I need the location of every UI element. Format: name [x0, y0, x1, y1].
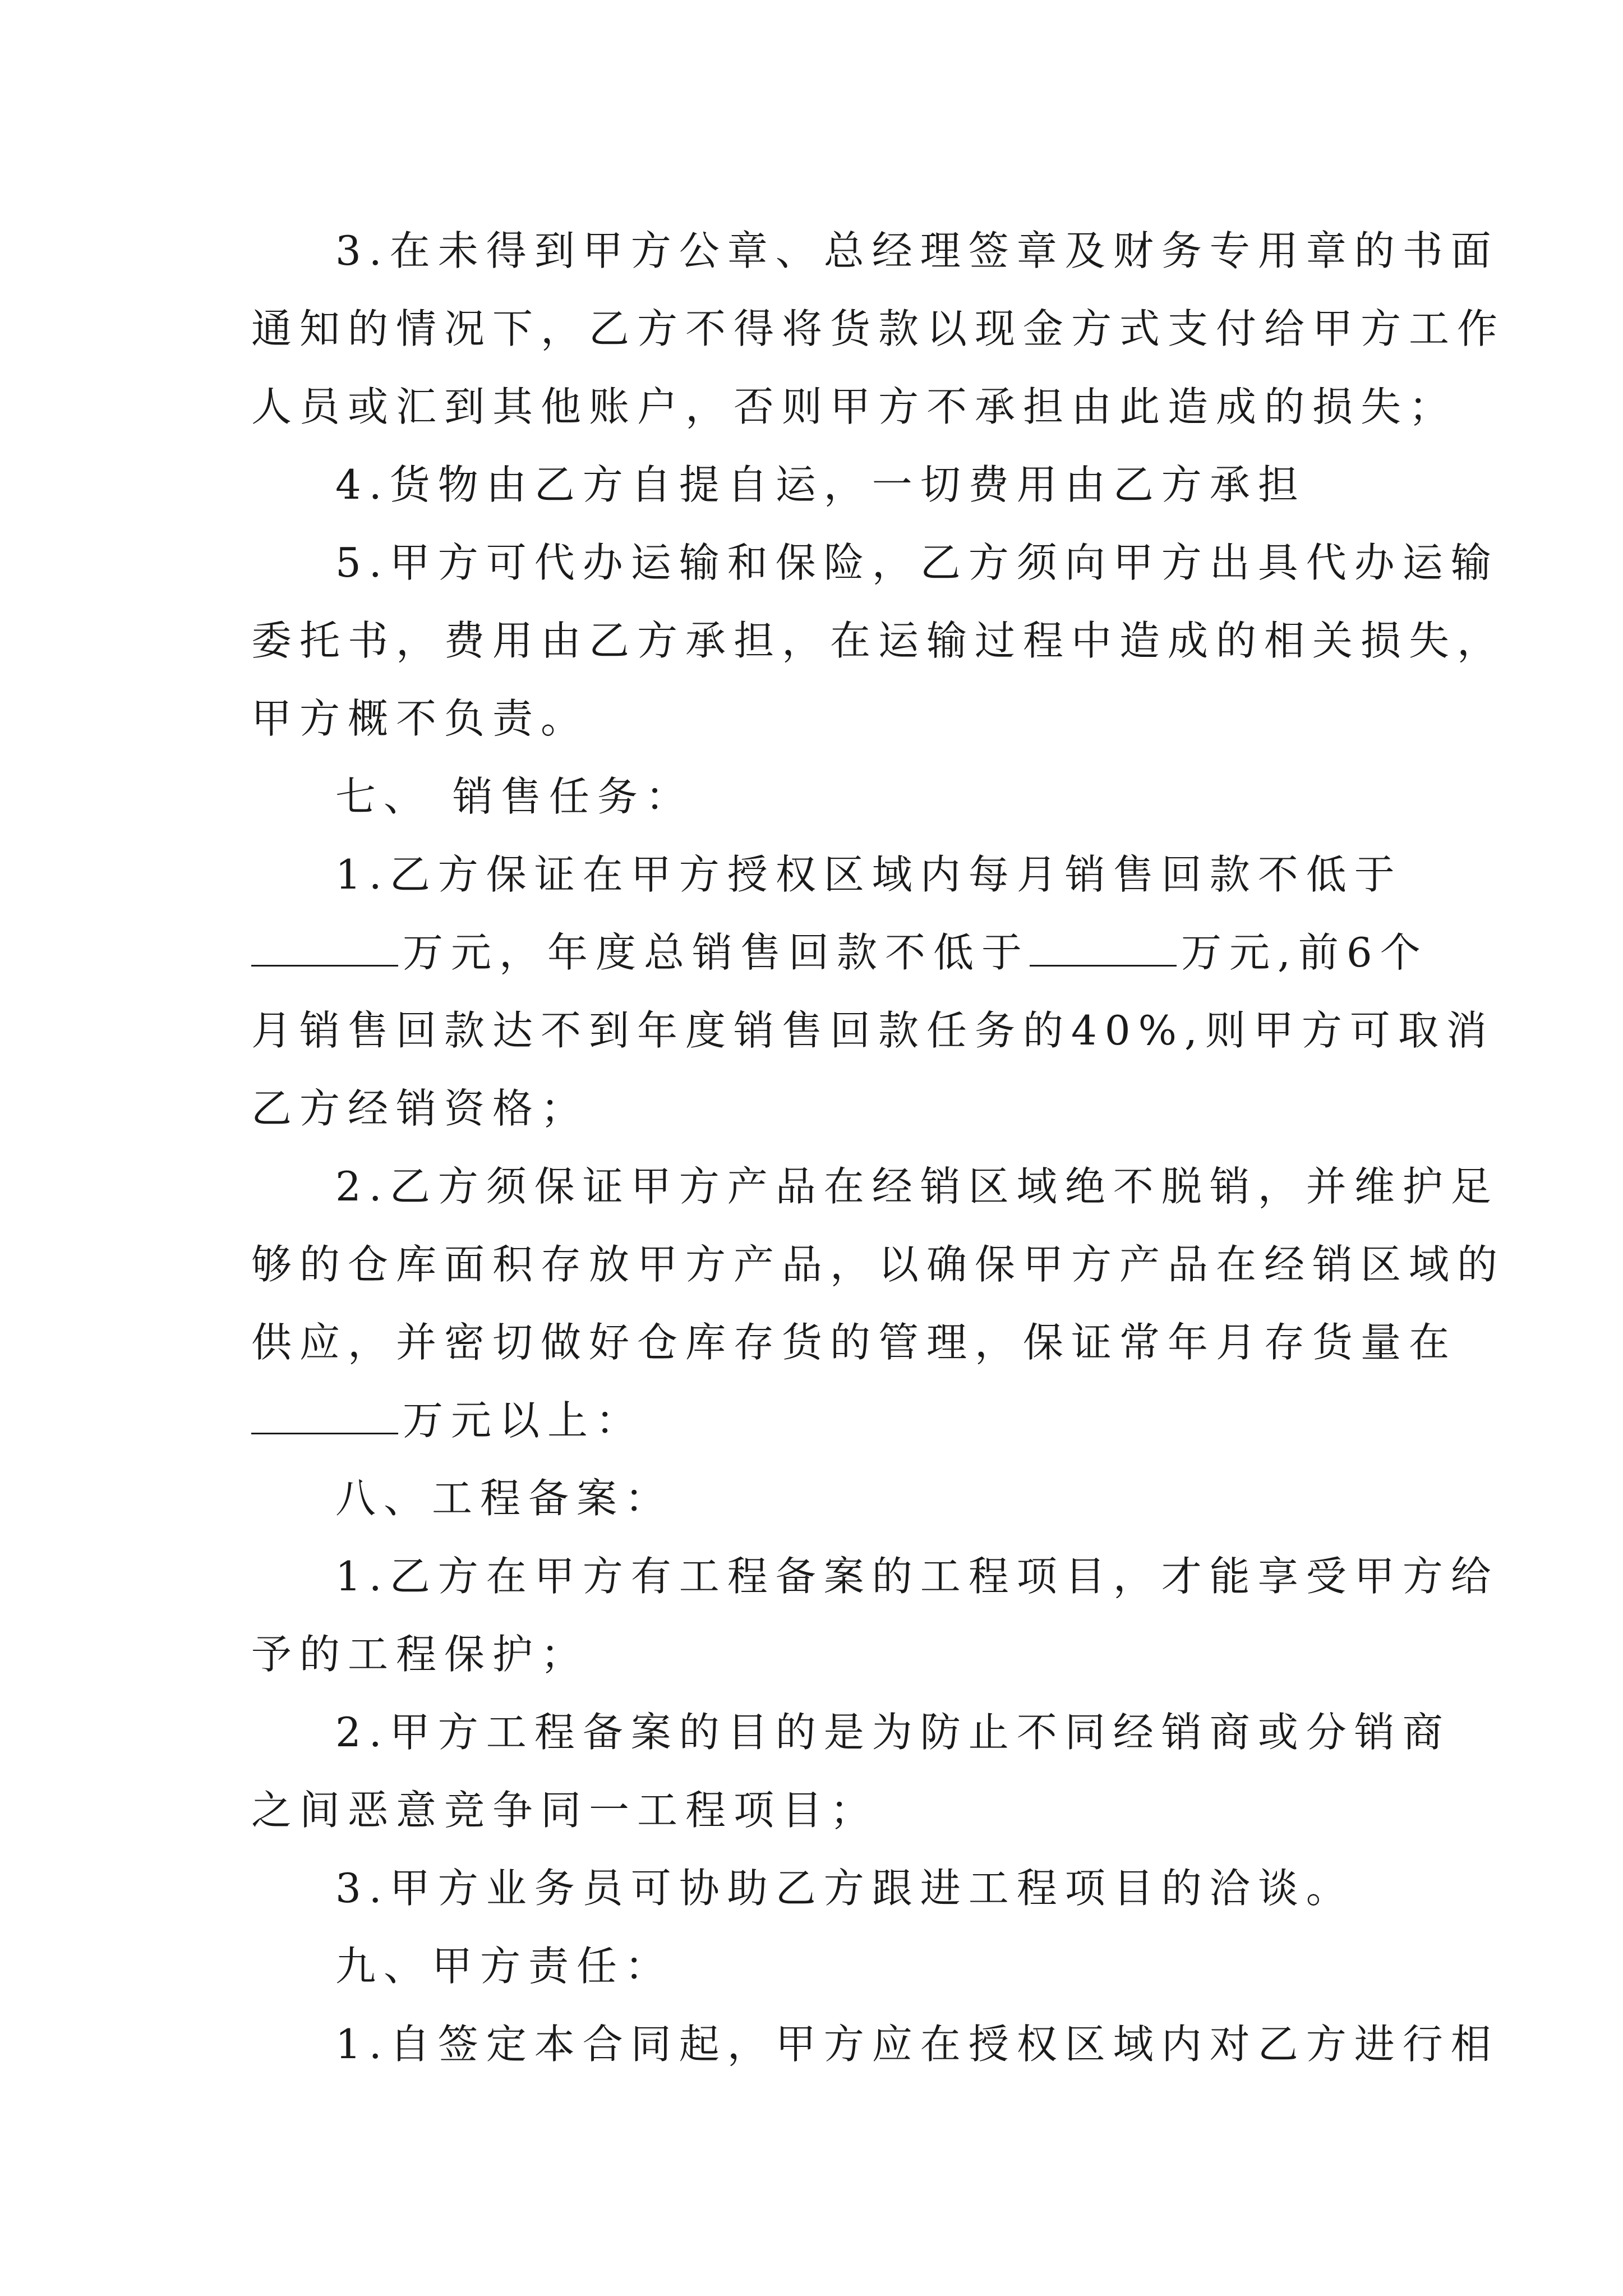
paragraph-line: 3.甲方业务员可协助乙方跟进工程项目的洽谈。	[335, 1865, 1354, 1912]
paragraph-line: 2.乙方须保证甲方产品在经销区域绝不脱销，并维护足	[335, 1163, 1499, 1210]
paragraph-line-with-blanks	[251, 914, 1428, 992]
text-segment: 万元,前6个	[1181, 929, 1428, 976]
text-segment: 万元，年度总销售回款不低于	[403, 929, 1030, 976]
fill-in-blank[interactable]	[251, 920, 398, 967]
paragraph-line-with-blanks	[251, 1382, 1384, 1460]
text-segment: 万元以上：	[403, 1397, 644, 1444]
paragraph-line: 通知的情况下，乙方不得将货款以现金方式支付给甲方工作	[251, 305, 1506, 352]
paragraph-line: 够的仓库面积存放甲方产品，以确保甲方产品在经销区域的	[251, 1241, 1506, 1288]
section-heading: 九、甲方责任：	[335, 1943, 674, 1990]
paragraph-line: 之间恶意竞争同一工程项目；	[251, 1787, 879, 1834]
section-heading: 八、工程备案：	[335, 1475, 674, 1522]
paragraph-line: 3.在未得到甲方公章、总经理签章及财务专用章的书面	[335, 227, 1499, 274]
paragraph-line: 4.货物由乙方自提自运，一切费用由乙方承担	[335, 461, 1306, 508]
fill-in-blank[interactable]	[251, 1388, 398, 1434]
paragraph-line: 2.甲方工程备案的目的是为防止不同经销商或分销商	[335, 1709, 1451, 1756]
paragraph-line: 供应，并密切做好仓库存货的管理，保证常年月存货量在	[251, 1319, 1458, 1366]
paragraph-line: 乙方经销资格；	[251, 1085, 589, 1132]
paragraph-line: 人员或汇到其他账户，否则甲方不承担由此造成的损失；	[251, 383, 1458, 430]
paragraph-line: 予的工程保护；	[251, 1631, 589, 1678]
section-heading: 七、 销售任务：	[335, 773, 694, 820]
paragraph-line: 月销售回款达不到年度销售回款任务的40%,则甲方可取消	[251, 1007, 1495, 1054]
paragraph-line: 1.乙方在甲方有工程备案的工程项目，才能享受甲方给	[335, 1553, 1499, 1600]
paragraph-line: 委托书，费用由乙方承担，在运输过程中造成的相关损失，	[251, 617, 1506, 664]
document-body	[251, 212, 1506, 2083]
paragraph-line: 甲方概不负责。	[251, 695, 589, 742]
paragraph-line: 1.乙方保证在甲方授权区域内每月销售回款不低于	[335, 851, 1403, 898]
paragraph-line: 5.甲方可代办运输和保险，乙方须向甲方出具代办运输	[335, 539, 1499, 586]
paragraph-line: 1.自签定本合同起，甲方应在授权区域内对乙方进行相	[335, 2021, 1499, 2068]
fill-in-blank[interactable]	[1030, 920, 1177, 967]
